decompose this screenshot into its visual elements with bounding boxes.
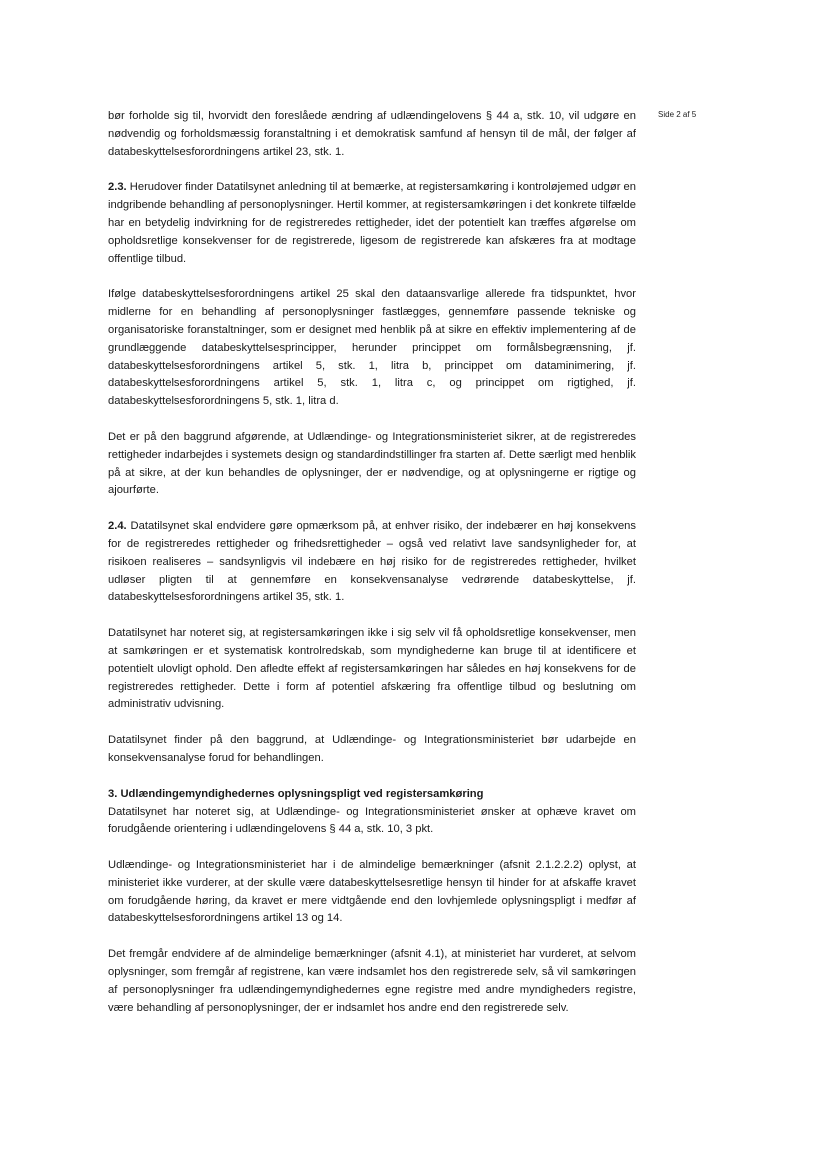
page-number: Side 2 af 5 xyxy=(658,110,697,119)
section-number-2-4: 2.4. xyxy=(108,520,127,533)
document-body xyxy=(108,108,636,1017)
paragraph-baggrund: Det er på den baggrund afgørende, at Udlændinge- og Integrationsministeriet sikrer, at de registreredes rettigheder indarbejdes i systemets design og standardindstillinger fra starten af. Dette særligt med henblik på at sikre, at der kun behandles de oplysninger, der er nødvendige, og at oplysningerne er rigtige og ajourførte. xyxy=(108,430,636,497)
section-3-heading: 3. Udlændingemyndighedernes oplysningspligt ved registersamkøring xyxy=(108,787,484,800)
paragraph-1: bør forholde sig til, hvorvidt den foreslåede ændring af udlændingelovens § 44 a, stk. 10, vil udgøre en nødvendig og forholdsmæssig foranstaltning i et demokratisk samfund af hensyn til de mål, der følger af databeskyttelsesforordningens artikel 23, stk. 1. xyxy=(108,110,636,158)
paragraph-2-3-text: Herudover finder Datatilsynet anledning til at bemærke, at registersamkøring i kontroløjemed udgør en indgribende behandling af personoplysninger. Hertil kommer, at registersamkøringen i det konkrete tilfælde har en betydelig indvirkning for de registreredes rettigheder, idet der potentielt kan træffes afgørelse om opholdsretlige konsekvenser for de registrerede, ligesom de registrerede kan afskæres fra at modtage offentlige tilbud. xyxy=(108,181,636,265)
paragraph-article-25: Ifølge databeskyttelsesforordningens artikel 25 skal den dataansvarlige allerede fra tidspunktet, hvor midlerne for en behandling af personoplysninger fastlægges, gennemføre passende tekniske og organisatoriske foranstaltninger, som er designet med henblik på at sikre en effektiv implementering af de grundlæggende databeskyttelsesprincipper, herunder princippet om formålsbegrænsning, jf. databeskyttelsesforordningens artikel 5, stk. 1, litra b, princippet om dataminimering, jf. databeskyttelsesforordningens artikel 5, stk. 1, litra c, og princippet om rigtighed, jf. databeskyttelsesforordningens 5, stk. 1, litra d. xyxy=(108,288,636,408)
section-number-2-3: 2.3. xyxy=(108,181,127,194)
paragraph-2-3 xyxy=(108,179,636,268)
paragraph-section-3-intro: Datatilsynet har noteret sig, at Udlændinge- og Integrationsministeriet ønsker at ophæve kravet om forudgående orientering i udlændingelovens § 44 a, stk. 10, 3 pkt. xyxy=(108,805,636,836)
paragraph-2-4 xyxy=(108,518,636,607)
paragraph-samkoering: Datatilsynet har noteret sig, at registersamkøringen ikke i sig selv vil få opholdsretlige konsekvenser, men at samkøringen er et systematisk kontrolredskab, som myndighederne kan bruge til at identificere et potentielt ulovligt ophold. Den afledte effekt af registersamkøringen har således en høj konsekvens for de registreredes rettigheder. Dette i form af potentiel afskæring fra offentlige tilbud og beslutning om administrativ udvisning. xyxy=(108,627,636,711)
paragraph-bemaerkninger: Udlændinge- og Integrationsministeriet har i de almindelige bemærkninger (afsnit 2.1.2.2.2) oplyst, at ministeriet ikke vurderer, at der skulle være databeskyttelsesretlige hensyn til hinder for at afskaffe kravet om forudgående høring, da kravet er mere vidtgående end den lovhjemlede oplysningspligt i medfør af databeskyttelsesforordningens artikel 13 og 14. xyxy=(108,859,636,925)
paragraph-afsnit-4-1: Det fremgår endvidere af de almindelige bemærkninger (afsnit 4.1), at ministeriet har vurderet, at selvom oplysninger, som fremgår af registrene, kan være indsamlet hos den registrerede selv, så vil samkøringen af personoplysninger fra udlændingemyndighedernes egne registre med andre myndigheders registre, være behandling af personoplysninger, der er indsamlet hos andre end den registrerede selv. xyxy=(108,948,636,1014)
paragraph-konsekvensanalyse: Datatilsynet finder på den baggrund, at Udlændinge- og Integrationsministeriet bør udarbejde en konsekvensanalyse forud for behandlingen. xyxy=(108,734,636,764)
paragraph-2-4-text: Datatilsynet skal endvidere gøre opmærksom på, at enhver risiko, der indebærer en høj konsekvens for de registreredes rettigheder og frihedsrettigheder – også ved relativt lave sandsynligheder for, at risikoen realiseres – sandsynligvis vil indebære en høj risiko for de registreredes rettigheder, hvilket udløser pligten til at gennemføre en konsekvensanalyse vedrørende databeskyttelse, jf. databeskyttelsesforordningens artikel 35, stk. 1. xyxy=(108,520,636,604)
